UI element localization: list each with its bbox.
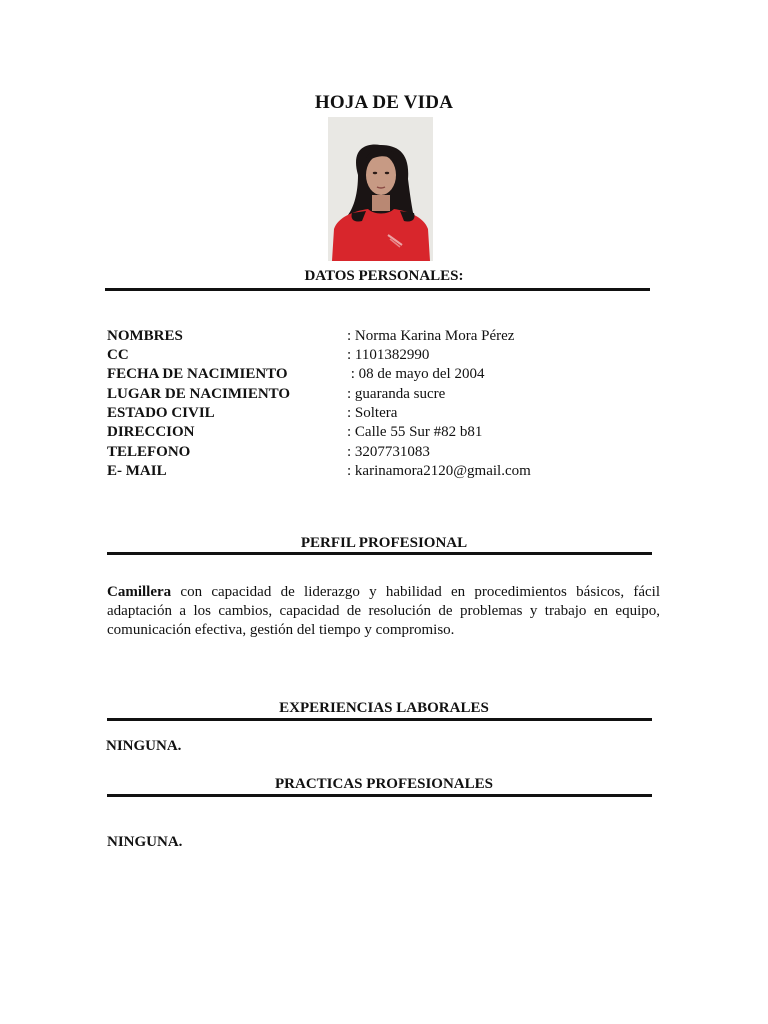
- info-value: : Soltera: [347, 405, 398, 421]
- section-divider: [107, 718, 652, 721]
- info-label: DIRECCION: [107, 424, 195, 440]
- info-label: LUGAR DE NACIMIENTO: [107, 386, 291, 402]
- perfil-profesional-heading: PERFIL PROFESIONAL: [300, 535, 468, 551]
- info-value: : guaranda sucre: [347, 386, 446, 402]
- experiencias-content: NINGUNA.: [106, 738, 182, 754]
- practicas-profesionales-heading: PRACTICAS PROFESIONALES: [275, 776, 493, 792]
- section-divider: [105, 288, 650, 291]
- section-divider: [107, 552, 652, 555]
- practicas-content: NINGUNA.: [107, 834, 183, 850]
- info-value: : 3207731083: [347, 444, 430, 460]
- person-photo-icon: [328, 117, 433, 261]
- info-label: TELEFONO: [107, 444, 191, 460]
- document-title: HOJA DE VIDA: [314, 92, 454, 113]
- info-label: NOMBRES: [107, 328, 183, 344]
- info-value: : 08 de mayo del 2004: [347, 366, 485, 382]
- info-value: : Calle 55 Sur #82 b81: [347, 424, 483, 440]
- info-value: : karinamora2120@gmail.com: [347, 463, 531, 479]
- profile-lead: Camillera: [107, 584, 172, 600]
- profile-text: con capacidad de liderazgo y habilidad en procedimientos básicos, fácil adaptación a los cambios, capacidad de resolución de problemas y trabajo en equipo, comunicación efectiva, gestión del tiempo y compromiso.: [107, 584, 660, 638]
- experiencias-laborales-heading: EXPERIENCIAS LABORALES: [279, 700, 489, 716]
- datos-personales-heading: DATOS PERSONALES:: [304, 268, 464, 284]
- info-label: E- MAIL: [107, 463, 167, 479]
- info-label: ESTADO CIVIL: [107, 405, 215, 421]
- info-label: CC: [107, 347, 129, 363]
- info-label: FECHA DE NACIMIENTO: [107, 366, 288, 382]
- profile-paragraph: [107, 583, 660, 640]
- section-divider: [107, 794, 652, 797]
- info-value: : 1101382990: [347, 347, 430, 363]
- info-value: : Norma Karina Mora Pérez: [347, 328, 515, 344]
